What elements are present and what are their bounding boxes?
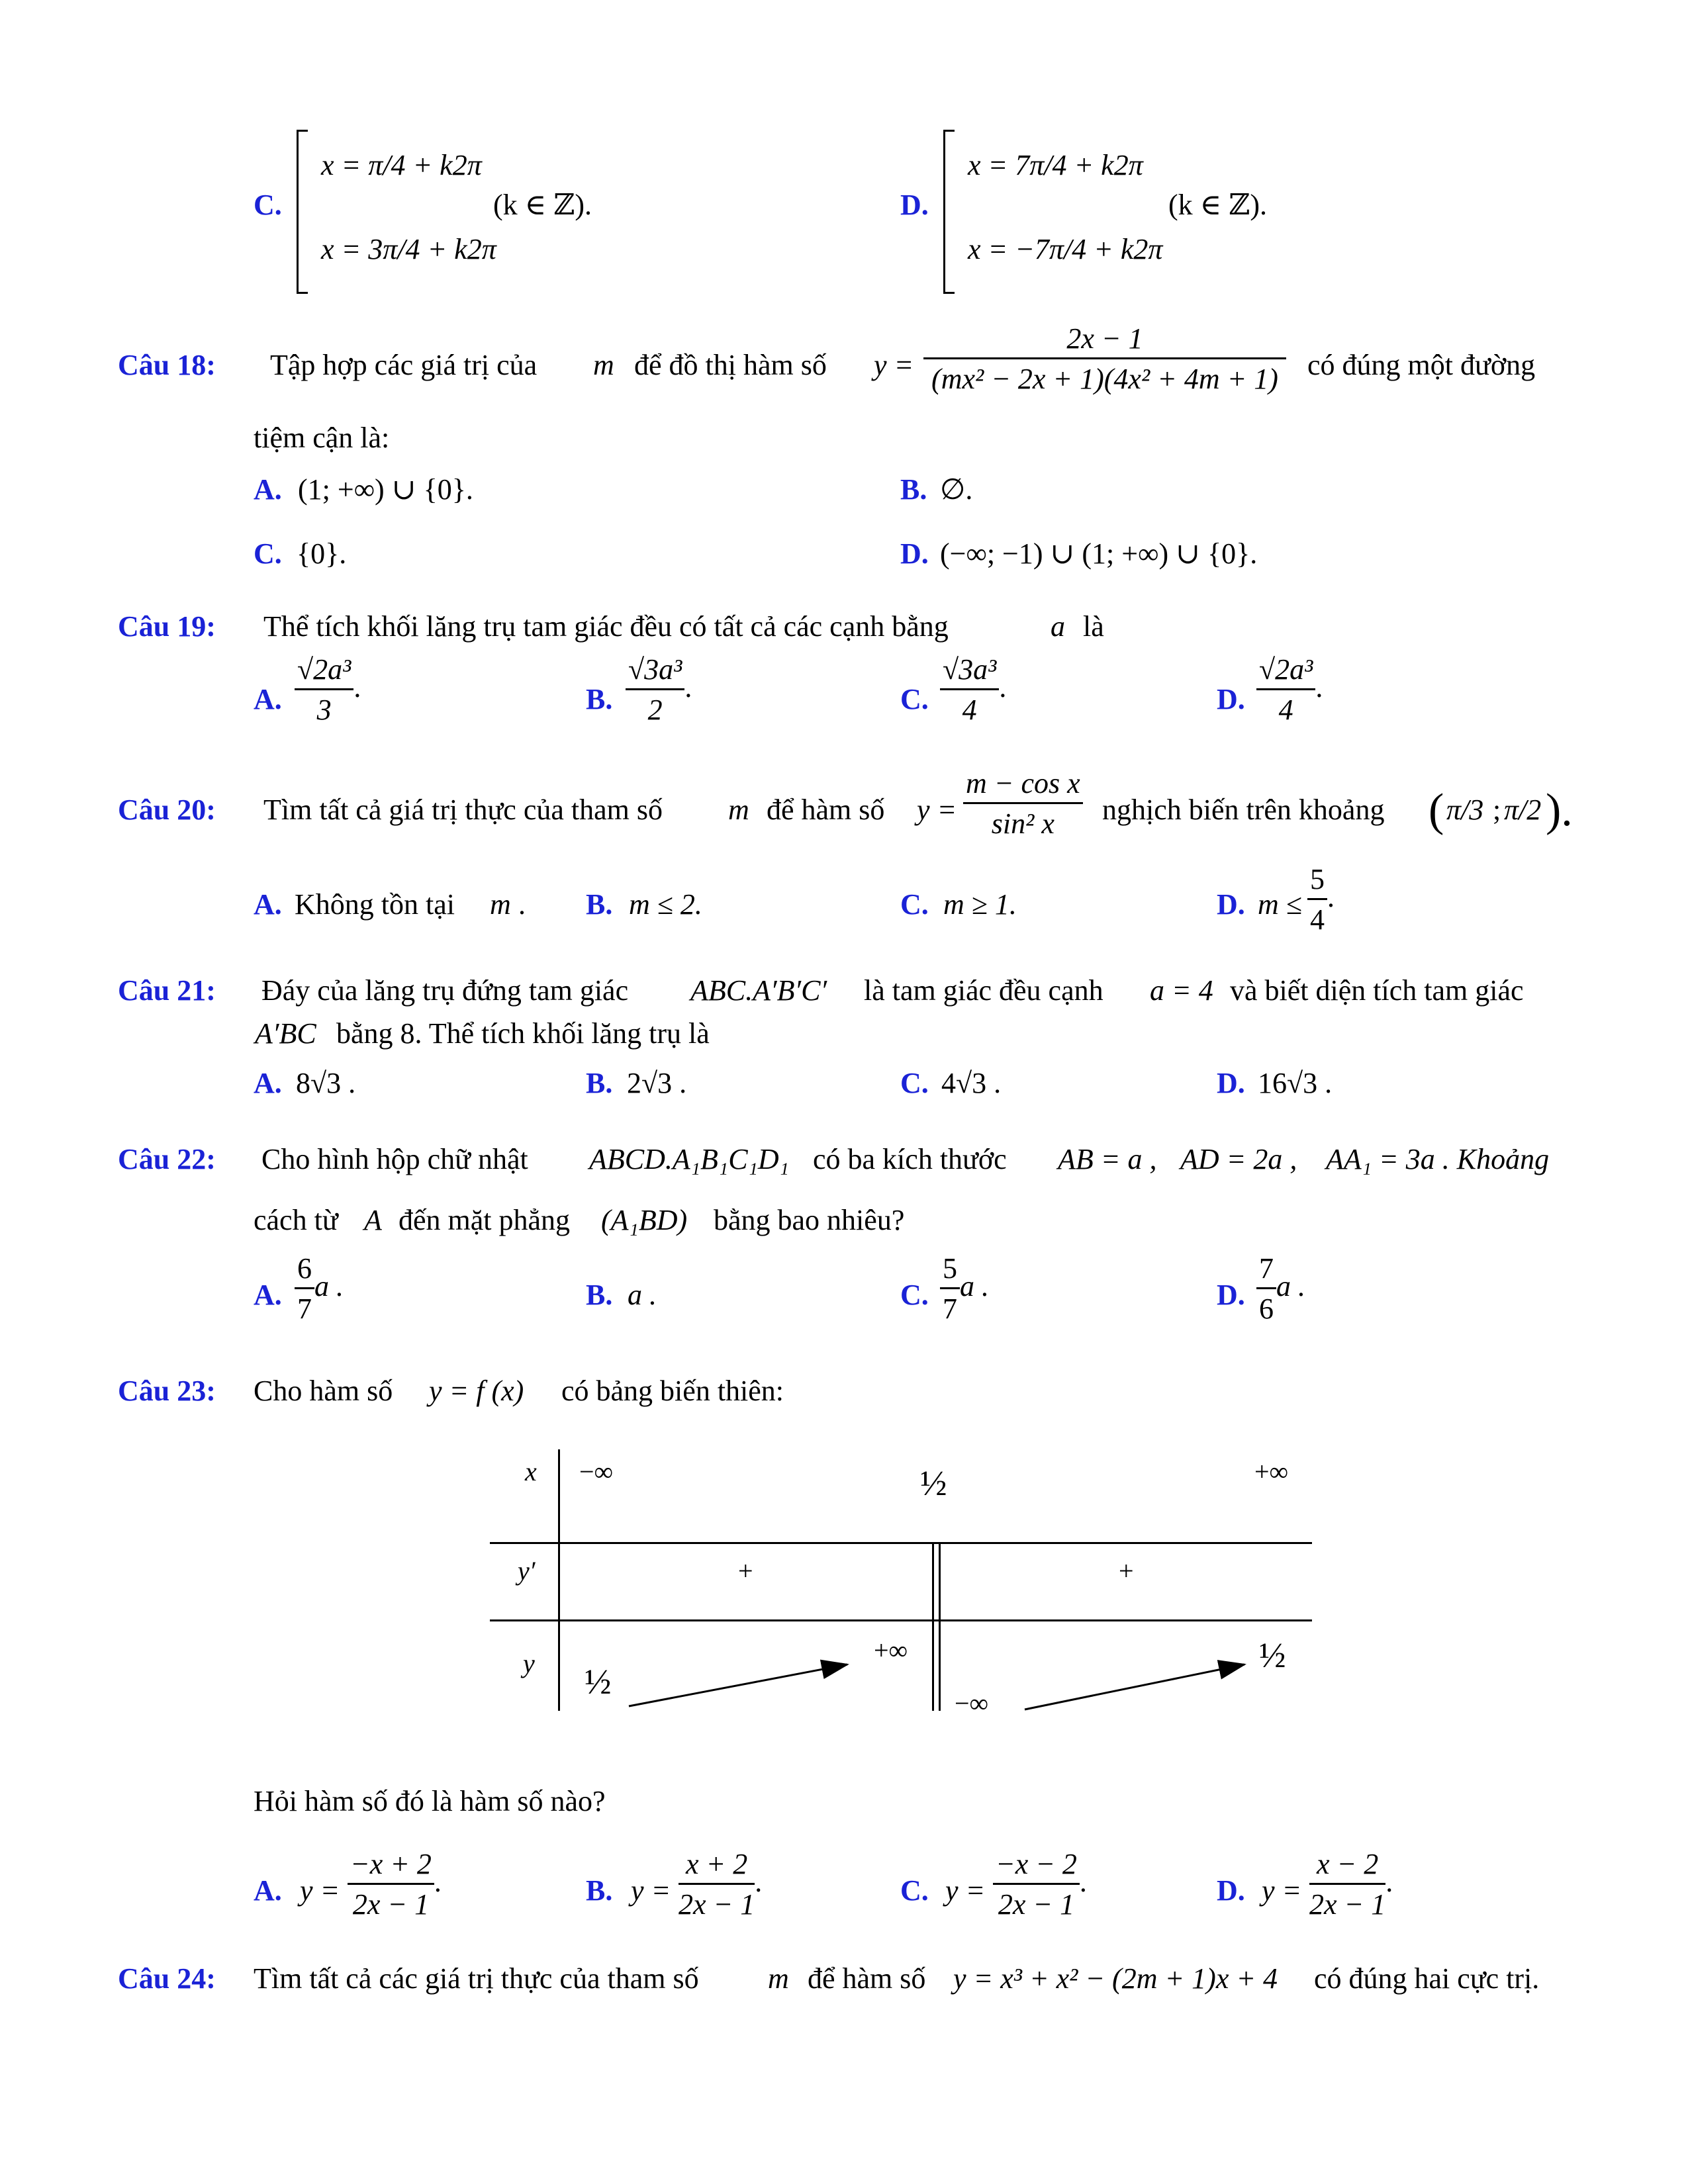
q20-d-pre: m ≤	[1258, 888, 1302, 921]
vt-y-top: +∞	[874, 1635, 908, 1665]
q22-box: ABCD.A₁B₁C₁D₁	[589, 1143, 789, 1175]
q23-d-num: x − 2	[1309, 1848, 1385, 1885]
q19-b-frac: $\frac{\text{√3a³}}{2}$ .	[626, 654, 692, 727]
q18-text4: tiệm cận là:	[254, 422, 390, 454]
q20-interval-open: (	[1429, 785, 1444, 836]
q24-label: Câu 24:	[118, 1962, 216, 1995]
q21-b-value: 2√3 .	[627, 1067, 687, 1099]
q20-func-den: sin² x	[991, 807, 1055, 841]
vt-y-right: ½	[1259, 1635, 1286, 1675]
q22-c-den: 7	[943, 1293, 957, 1326]
vt-x-mid: ½	[920, 1463, 947, 1503]
q19-c-num: √3a³	[940, 654, 999, 690]
vt-row-yprime: y′	[518, 1556, 536, 1586]
q22-a-label: A.	[254, 1279, 282, 1311]
q23-label: Câu 23:	[118, 1375, 216, 1407]
q20-a-value: Không tồn tại	[295, 888, 455, 921]
q22-d-label: D.	[1217, 1279, 1245, 1311]
q17-c-eq2: x = 3π/4 + k2π	[321, 233, 496, 265]
vt-row-x: x	[525, 1457, 537, 1486]
q22-ad: AD = 2a ,	[1180, 1143, 1297, 1175]
q19-b-den: 2	[647, 694, 663, 727]
q23-b-y: y =	[631, 1874, 671, 1907]
q20-d-num: 5	[1307, 864, 1327, 900]
q20-d-den: 4	[1310, 903, 1325, 936]
q22-point: A	[364, 1204, 382, 1236]
q17-c-eq1: x = π/4 + k2π	[321, 149, 482, 181]
q17-option-d-label: D.	[900, 189, 929, 221]
q20-interval-sep: ;	[1493, 794, 1501, 826]
q20-label: Câu 20:	[118, 794, 216, 826]
q20-y: y =	[917, 794, 957, 826]
q19-d-den: 4	[1278, 694, 1293, 727]
q18-text3: có đúng một đường	[1307, 349, 1536, 381]
q20-b-value: m ≤ 2.	[629, 888, 702, 921]
q21-prism: ABC.A′B′C′	[690, 974, 827, 1007]
q17-option-c-label: C.	[254, 189, 282, 221]
q21-a-label: A.	[254, 1067, 282, 1099]
q22-text1: Cho hình hộp chữ nhật	[261, 1143, 528, 1175]
q22-text4: đến mặt phẳng	[399, 1204, 571, 1236]
q18-d-label: D.	[900, 537, 929, 570]
q17-d-eq2: x = −7π/4 + k2π	[968, 233, 1163, 265]
q18-label: Câu 18:	[118, 349, 216, 381]
q20-text1: Tìm tất cả giá trị thực của tham số	[263, 794, 663, 826]
vt-arrow-left	[629, 1664, 847, 1706]
q18-text1: Tập hợp các giá trị của	[270, 349, 538, 381]
q21-text1: Đáy của lăng trụ đứng tam giác	[261, 974, 629, 1007]
q19-a-num: √2a³	[295, 654, 353, 690]
vt-y-left: ½	[585, 1662, 612, 1702]
q22-plane: (A₁BD)	[601, 1204, 688, 1236]
vt-sign-2: +	[1119, 1556, 1134, 1586]
vt-x-left: −∞	[579, 1457, 614, 1486]
q21-text2: là tam giác đều cạnh	[864, 974, 1103, 1007]
q22-c-num: 5	[940, 1253, 960, 1289]
q22-b-label: B.	[586, 1279, 613, 1311]
q22-aa: AA₁ = 3a . Khoảng	[1326, 1143, 1550, 1175]
q23-b-num: x + 2	[679, 1848, 755, 1885]
q23-a-den: 2x − 1	[352, 1888, 430, 1921]
q18-d-value: (−∞; −1) ∪ (1; +∞) ∪ {0}.	[940, 537, 1258, 570]
q21-label: Câu 21:	[118, 974, 216, 1007]
q23-text2: có bảng biến thiên:	[561, 1375, 784, 1407]
q18-b-label: B.	[900, 473, 927, 506]
q19-c-frac: $\frac{\text{√3a³}}{4}$ .	[940, 654, 1006, 727]
q21-tri: A′BC	[255, 1017, 316, 1050]
q23-a-label: A.	[254, 1874, 282, 1907]
q20-a-label: A.	[254, 888, 282, 921]
q21-b-label: B.	[586, 1067, 613, 1099]
q20-b-label: B.	[586, 888, 613, 921]
q22-text2: có ba kích thước	[813, 1143, 1007, 1175]
q18-a-label: A.	[254, 473, 282, 506]
q23-d-label: D.	[1217, 1874, 1245, 1907]
q19-b-label: B.	[586, 683, 613, 715]
q17-d-eq1: x = 7π/4 + k2π	[968, 149, 1143, 181]
q22-a-num: 6	[295, 1253, 314, 1289]
q19-a-frac: $\frac{\text{√2a³}}{3}$ .	[295, 654, 361, 727]
q23-c-y: y =	[945, 1874, 986, 1907]
q18-c-value: {0}.	[297, 537, 347, 570]
q19-c-den: 4	[962, 694, 977, 727]
q19-text: Thể tích khối lăng trụ tam giác đều có tất cả các cạnh bằng	[263, 610, 949, 643]
q19-c-label: C.	[900, 683, 929, 715]
vt-row-y: y	[523, 1649, 535, 1678]
q23-func: y = f (x)	[429, 1375, 524, 1407]
q20-var: m	[728, 794, 749, 826]
q21-d-label: D.	[1217, 1067, 1245, 1099]
q20-func-num: m − cos x	[963, 768, 1083, 804]
q23-ask: Hỏi hàm số đó là hàm số nào?	[254, 1785, 606, 1817]
q19-a-den: 3	[316, 694, 332, 727]
q19-var: a	[1051, 610, 1065, 643]
q23-d-y: y =	[1262, 1874, 1302, 1907]
q18-func-den: (mx² − 2x + 1)(4x² + 4m + 1)	[931, 363, 1278, 396]
q22-a-den: 7	[297, 1293, 312, 1326]
q20-d-frac: $\frac{5}{4}$ .	[1307, 864, 1335, 936]
q24-text3: có đúng hai cực trị.	[1314, 1962, 1540, 1995]
q23-b-frac: $\frac{x + 2}{2x - 1}$ .	[679, 1848, 763, 1921]
q20-interval-right: π/2	[1504, 794, 1542, 826]
q22-b-value: a .	[628, 1279, 657, 1311]
q19-b-num: √3a³	[626, 654, 684, 690]
vt-sign-1: +	[738, 1556, 753, 1586]
q23-c-frac: $\frac{-x - 2}{2x - 1}$ .	[993, 1848, 1087, 1921]
q21-text4: bằng 8. Thể tích khối lăng trụ là	[336, 1017, 710, 1050]
q24-text1: Tìm tất cả các giá trị thực của tham số	[254, 1962, 699, 1995]
q18-y: y =	[874, 349, 914, 381]
q24-text2: để hàm số	[808, 1962, 926, 1995]
q19-d-frac: $\frac{\text{√2a³}}{4}$ .	[1256, 654, 1323, 727]
q18-var: m	[593, 349, 614, 381]
q21-c-value: 4√3 .	[941, 1067, 1002, 1099]
q23-d-frac: $\frac{x - 2}{2x - 1}$ .	[1309, 1848, 1393, 1921]
q20-interval-close: ).	[1546, 785, 1573, 836]
q19-d-label: D.	[1217, 683, 1245, 715]
q22-ab: AB = a ,	[1058, 1143, 1157, 1175]
q22-label: Câu 22:	[118, 1143, 216, 1175]
q20-interval-left: π/3	[1446, 794, 1484, 826]
q20-text2: để hàm số	[767, 794, 885, 826]
q23-b-den: 2x − 1	[679, 1888, 755, 1921]
q17-d-condition: (k ∈ ℤ).	[1168, 189, 1267, 221]
q18-a-value: (1; +∞) ∪ {0}.	[298, 473, 473, 506]
q19-d-num: √2a³	[1256, 654, 1315, 690]
q18-func-num: 2x − 1	[923, 323, 1286, 359]
q20-a-dot: .	[518, 888, 526, 921]
q20-c-value: m ≥ 1.	[943, 888, 1017, 921]
q21-side: a = 4	[1150, 974, 1213, 1007]
q23-d-den: 2x − 1	[1309, 1888, 1386, 1921]
q19-text-end: là	[1083, 610, 1104, 643]
q23-b-label: B.	[586, 1874, 613, 1907]
q18-text2: để đồ thị hàm số	[634, 349, 827, 381]
q21-d-value: 16√3 .	[1258, 1067, 1333, 1099]
vt-arrow-right	[1025, 1664, 1244, 1709]
q24-var: m	[768, 1962, 789, 1995]
q22-d-suffix: a .	[1276, 1269, 1305, 1302]
q22-text5: bằng bao nhiêu?	[714, 1204, 905, 1236]
q24-func: y = x³ + x² − (2m + 1)x + 4	[953, 1962, 1278, 1995]
q21-a-value: 8√3 .	[296, 1067, 356, 1099]
q22-d-num: 7	[1256, 1253, 1276, 1289]
q23-a-frac: $\frac{-x + 2}{2x - 1}$ .	[348, 1848, 442, 1921]
q21-text3: và biết diện tích tam giác	[1230, 974, 1524, 1007]
q18-b-value: ∅.	[940, 473, 973, 506]
q23-c-num: −x − 2	[993, 1848, 1080, 1885]
q23-c-label: C.	[900, 1874, 929, 1907]
q23-a-num: −x + 2	[348, 1848, 434, 1885]
q19-a-label: A.	[254, 683, 282, 715]
vt-x-right: +∞	[1254, 1457, 1289, 1486]
q22-d-den: 6	[1259, 1293, 1274, 1326]
q22-c-label: C.	[900, 1279, 929, 1311]
q22-a-suffix: a .	[314, 1269, 344, 1302]
q19-label: Câu 19:	[118, 610, 216, 643]
q20-text3: nghịch biến trên khoảng	[1102, 794, 1385, 826]
q23-a-y: y =	[300, 1874, 340, 1907]
q22-text3: cách từ	[254, 1204, 338, 1236]
q21-c-label: C.	[900, 1067, 929, 1099]
vt-y-bottom: −∞	[955, 1688, 989, 1718]
q22-c-suffix: a .	[960, 1269, 989, 1302]
q20-a-var: m	[490, 888, 511, 921]
q23-text: Cho hàm số	[254, 1375, 393, 1407]
q20-c-label: C.	[900, 888, 929, 921]
q17-c-condition: (k ∈ ℤ).	[493, 189, 592, 221]
q20-d-label: D.	[1217, 888, 1245, 921]
q23-c-den: 2x − 1	[998, 1888, 1075, 1921]
q18-c-label: C.	[254, 537, 282, 570]
